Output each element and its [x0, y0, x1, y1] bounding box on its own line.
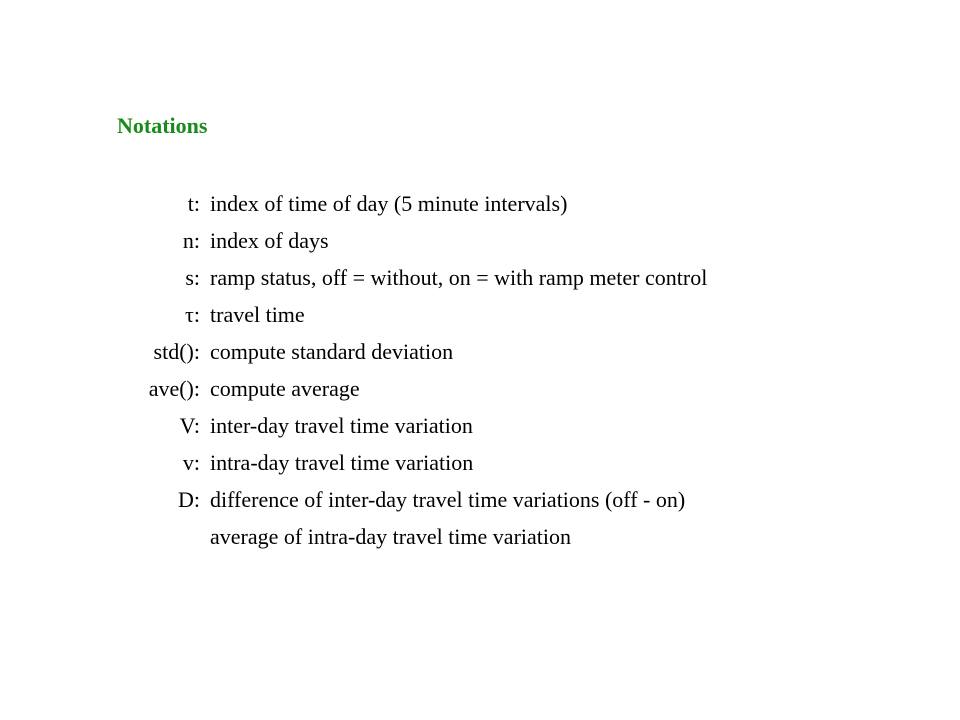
notation-definition: travel time: [210, 302, 305, 327]
notation-row: [0, 519, 960, 556]
notation-definition: average of intra-day travel time variation: [210, 524, 571, 549]
notation-symbol: std():: [153, 339, 200, 364]
notation-list: [0, 186, 960, 556]
notation-definition: index of days: [210, 228, 329, 253]
slide-title: Notations: [117, 113, 208, 138]
notation-symbol: t:: [187, 191, 200, 216]
notation-row: [0, 186, 960, 223]
notation-symbol: τ:: [185, 302, 200, 327]
notation-definition: inter-day travel time variation: [210, 413, 473, 438]
notation-row: [0, 260, 960, 297]
notation-symbol: v:: [182, 450, 200, 475]
notation-symbol: s:: [185, 265, 200, 290]
notation-definition: compute standard deviation: [210, 339, 454, 364]
notation-definition: index of time of day (5 minute intervals): [210, 191, 568, 216]
notation-symbol: V:: [179, 413, 200, 438]
notation-definition: intra-day travel time variation: [210, 450, 474, 475]
notation-symbol: D:: [178, 487, 200, 512]
notation-definition: ramp status, off = without, on = with ramp meter control: [210, 265, 708, 290]
notation-row: [0, 223, 960, 260]
notation-row: [0, 334, 960, 371]
notation-row: [0, 482, 960, 519]
notation-row: [0, 408, 960, 445]
notation-row: [0, 297, 960, 334]
notation-row: [0, 371, 960, 408]
notation-row: [0, 445, 960, 482]
notation-definition: difference of inter-day travel time variations (off - on): [210, 487, 686, 512]
notation-definition: compute average: [210, 376, 360, 401]
notation-symbol: ave():: [148, 376, 200, 401]
notation-symbol: n:: [182, 228, 200, 253]
